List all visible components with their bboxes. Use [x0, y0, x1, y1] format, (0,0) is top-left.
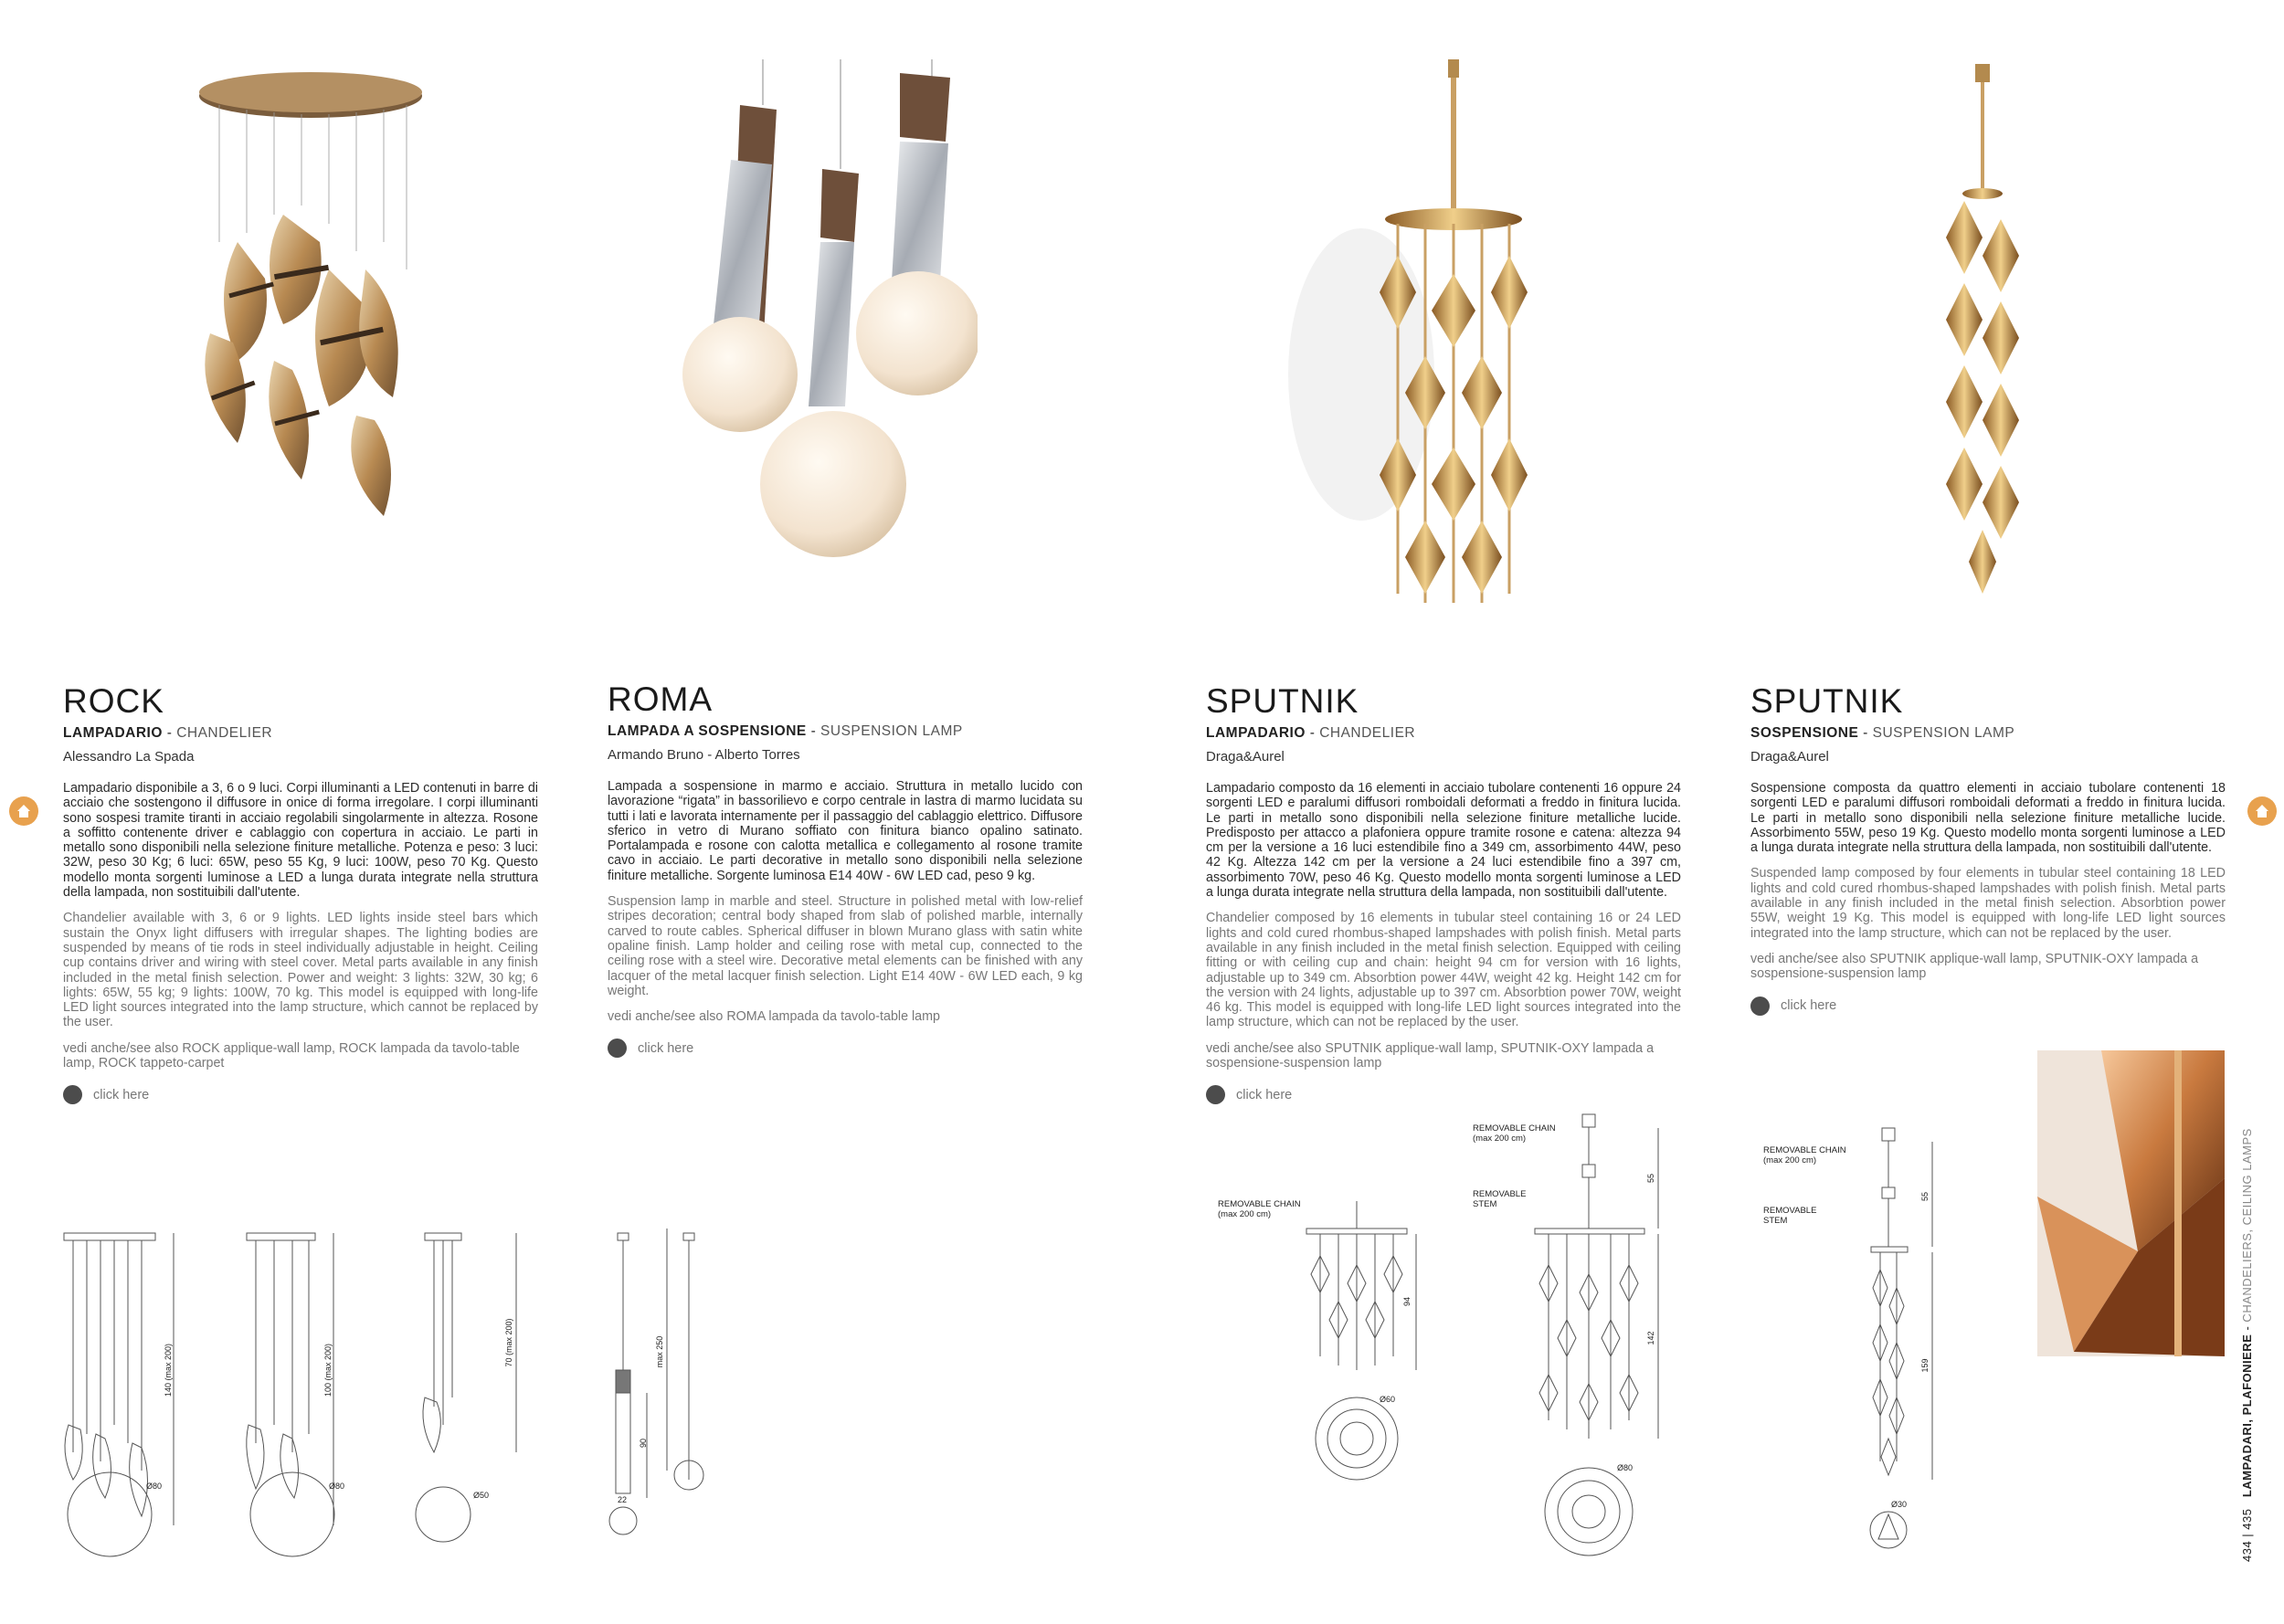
product-type: LAMPADARIO - CHANDELIER	[1206, 725, 1416, 741]
see-also: vedi anche/see also SPUTNIK applique-wall lamp, SPUTNIK-OXY lampada a sospensione-suspension lamp	[1750, 951, 2199, 982]
home-button-right[interactable]	[2247, 796, 2277, 826]
sputnik-susp-stem: 55	[1920, 1191, 1930, 1202]
roma-lamp-photo	[676, 59, 978, 571]
see-also: vedi anche/see also ROMA lampada da tavolo-table lamp	[608, 1009, 940, 1025]
sputnik-suspension-drawing	[1845, 1123, 1964, 1562]
product-roma	[608, 681, 1083, 1058]
sputnik-diam-large: Ø80	[1617, 1463, 1634, 1472]
roma-technical-drawing	[603, 1224, 731, 1571]
rock-technical-drawings	[55, 1224, 530, 1571]
product-designer: Draga&Aurel	[1206, 749, 1285, 765]
bullet-icon	[1206, 1085, 1225, 1104]
product-designer: Alessandro La Spada	[63, 749, 195, 765]
sputnik-chandelier-drawings	[1288, 1110, 1690, 1566]
bullet-icon	[1750, 997, 1770, 1016]
sputnik-height-small: 94	[1402, 1296, 1412, 1307]
sputnik-detail-photo	[2037, 1050, 2225, 1356]
sputnik-suspension-photo	[1928, 64, 2037, 594]
rock-chandelier-photo	[183, 59, 439, 525]
sputnik-diam-small: Ø60	[1380, 1395, 1396, 1404]
rock-height-9: 140 (max 200)	[164, 1343, 173, 1397]
click-here-link[interactable]: click here	[1206, 1085, 1681, 1104]
sputnik-height-large: 142	[1646, 1331, 1655, 1345]
chain-label-2: REMOVABLE CHAIN (max 200 cm)	[1473, 1123, 1556, 1144]
sputnik-chandelier-photo	[1279, 55, 1571, 603]
product-designer: Draga&Aurel	[1750, 749, 1829, 765]
roma-diameter: 22	[618, 1495, 628, 1504]
chain-label-1: REMOVABLE CHAIN (max 200 cm)	[1218, 1199, 1301, 1219]
product-designer: Armando Bruno - Alberto Torres	[608, 747, 800, 763]
description-en: Suspension lamp in marble and steel. Structure in polished metal with low-relief stripes decoration; central body shaped from slab of polished marble, internally carved to route cables. Spherical diffuser in blown Murano glass with satin white opaline finish. Lamp holder and ceiling rose with metal cup, connected to the ceiling rose with a steel wire. Decorative metal elements can be finished with any lacquer of the metal lacquer finish selection. Light E14 40W - 6W LED each, 9 kg weight.	[608, 894, 1083, 998]
rock-diam-6: Ø80	[329, 1482, 345, 1491]
bullet-icon	[608, 1039, 627, 1058]
product-sputnik-chandelier	[1206, 683, 1681, 1104]
rock-height-6: 100 (max 200)	[323, 1343, 333, 1397]
roma-max-height: max 250	[655, 1335, 664, 1368]
description-it: Lampada a sospensione in marmo e acciaio. Struttura in metallo lucido con lavorazione “rigata” in bassorilievo e corpo centrale in lastra di marmo lucidata su tutti i lati e lavorata internamente per il passaggio del cablaggio elettrico. Diffusore sferico in vetro di Murano soffiato con finitura bianco opalino satinato. Portalampada e rosone con calotta metallica e collegamento al rosone tramite cavo in acciaio. Le parti decorative in metallo sono disponibili nella selezione finiture metalliche. Sorgente luminosa E14 40W - 6W LED cad, peso 9 kg.	[608, 779, 1083, 883]
product-type: LAMPADA A SOSPENSIONE - SUSPENSION LAMP	[608, 723, 963, 739]
product-title: SPUTNIK	[1750, 682, 1904, 720]
sputnik-susp-diam: Ø30	[1891, 1500, 1908, 1509]
chain-label-3: REMOVABLE CHAIN (max 200 cm)	[1763, 1145, 1846, 1165]
home-icon	[2254, 803, 2270, 819]
product-title: ROCK	[63, 682, 164, 720]
sputnik-stem-height: 55	[1646, 1173, 1655, 1184]
product-type: LAMPADARIO - CHANDELIER	[63, 725, 273, 741]
sputnik-susp-height: 159	[1920, 1358, 1930, 1373]
description-en: Chandelier available with 3, 6 or 9 lights. LED lights inside steel bars which sustain the Onyx light diffusers with irregular shapes. The lighting bodies are suspended by means of tie rods in steel individually adjustable in height. Ceiling cup contains driver and wiring with steel cover. Metal parts available in any finish included in the metal finish selection. Power and weight: 3 lights: 32W, 30 kg; 6 lights: 65W, 55 kg; 9 lights: 100W, 70 kg. This model is equipped with long-life LED light sources integrated into the lamp structure, which cannot be replaced by the user.	[63, 911, 538, 1030]
rock-height-3: 70 (max 200)	[504, 1318, 513, 1367]
bullet-icon	[63, 1085, 82, 1104]
description-en: Suspended lamp composed by four elements in tubular steel containing 18 LED lights and cold cured rhombus-shaped lampshades with polish finish. Metal parts available in any finish included in the metal finish selection. Absorbtion power 55W, weight 19 Kg. This model is equipped with long-life LED light sources integrated into the lamp structure, which can not be replaced by the user.	[1750, 866, 2226, 941]
click-here-link[interactable]: click here	[63, 1085, 538, 1104]
click-here-link[interactable]: click here	[608, 1039, 1083, 1058]
stem-label-2: REMOVABLE STEM	[1763, 1206, 1817, 1226]
see-also: vedi anche/see also SPUTNIK applique-wall lamp, SPUTNIK-OXY lampada a sospensione-suspension lamp	[1206, 1040, 1655, 1071]
product-sputnik-suspension	[1750, 683, 2226, 1016]
rock-diam-3: Ø50	[473, 1491, 490, 1500]
side-section-label: 434 | 435 LAMPADARI, PLAFONIERE - CHANDELIERS, CEILING LAMPS	[2240, 1128, 2254, 1562]
see-also: vedi anche/see also ROCK applique-wall lamp, ROCK lampada da tavolo-table lamp, ROCK tappeto-carpet	[63, 1040, 520, 1071]
description-it: Sospensione composta da quattro elementi in acciaio tubolare contenenti 18 sorgenti LED e paralumi diffusori romboidali deformati a freddo in finitura lucida. Le parti in metallo sono disponibili nella selezione finiture metalliche lucide. Assorbimento 55W, peso 19 Kg. Questo modello monta sorgenti luminose a LED a lunga durata integrate nella struttura della lampada, non sostituibili dall'utente.	[1750, 781, 2226, 856]
description-en: Chandelier composed by 16 elements in tubular steel containing 16 or 24 LED lights and cold cured rhombus-shaped lampshades with polish finish. Metal parts available in any finish included in the metal finish selection. Equipped with ceiling fitting or with ceiling cup and chain: height 94 cm for version with 16 lights, adjustable up to 349 cm. Absorbtion power 44W, weight 42 kg. Height 142 cm for the version with 24 lights, adjustable up to 397 cm. Absorbtion power 70W, weight 46 kg. This model is equipped with long-life LED light sources integrated into the lamp structure, which can not be replaced by the user.	[1206, 911, 1681, 1030]
roma-height: 90	[639, 1438, 648, 1449]
home-icon	[16, 803, 32, 819]
product-type: SOSPENSIONE - SUSPENSION LAMP	[1750, 725, 2015, 741]
product-rock	[63, 683, 538, 1104]
description-it: Lampadario composto da 16 elementi in acciaio tubolare contenenti 16 oppure 24 sorgenti LED e paralumi diffusori romboidali deformati a freddo in finitura lucida. Le parti in metallo sono disponibili nella selezione finiture metalliche lucide. Predisposto per attacco a plafoniera oppure tramite rosone e catena: altezza 94 cm per la versione a 16 luci estendibile fino a 349 cm, assorbimento 44W, peso 42 Kg. Altezza 142 cm per la versione a 24 luci estendibile fino a 397 cm, assorbimento 70W, peso 46 Kg. Questo modello monta sorgenti luminose a LED a lunga durata integrate nella struttura della lampada, non sostituibili dall'utente.	[1206, 781, 1681, 901]
product-title: SPUTNIK	[1206, 682, 1359, 720]
click-here-link[interactable]: click here	[1750, 997, 2226, 1016]
rock-diam-9: Ø80	[146, 1482, 163, 1491]
description-it: Lampadario disponibile a 3, 6 o 9 luci. Corpi illuminanti a LED contenuti in barre di acciaio che sostengono il diffusore in onice di forma irregolare. I corpi illuminanti sono sospesi tramite tiranti in acciaio regolabili singolarmente in altezza. Rosone a soffitto contenente driver e cablaggio con copertura in acciaio. Le parti in metallo sono disponibili nella selezione finiture metalliche. Potenza e peso: 3 luci: 32W, peso 30 Kg; 6 luci: 65W, peso 55 Kg, 9 luci: 100W, peso 70 Kg. Questo modello monta sorgenti luminose a LED a lunga durata integrate nella struttura della lampada, non sostituibili dall'utente.	[63, 781, 538, 901]
home-button-left[interactable]	[9, 796, 38, 826]
page-numbers: 434 | 435	[2240, 1508, 2254, 1562]
product-title: ROMA	[608, 680, 713, 718]
stem-label-1: REMOVABLE STEM	[1473, 1189, 1527, 1209]
